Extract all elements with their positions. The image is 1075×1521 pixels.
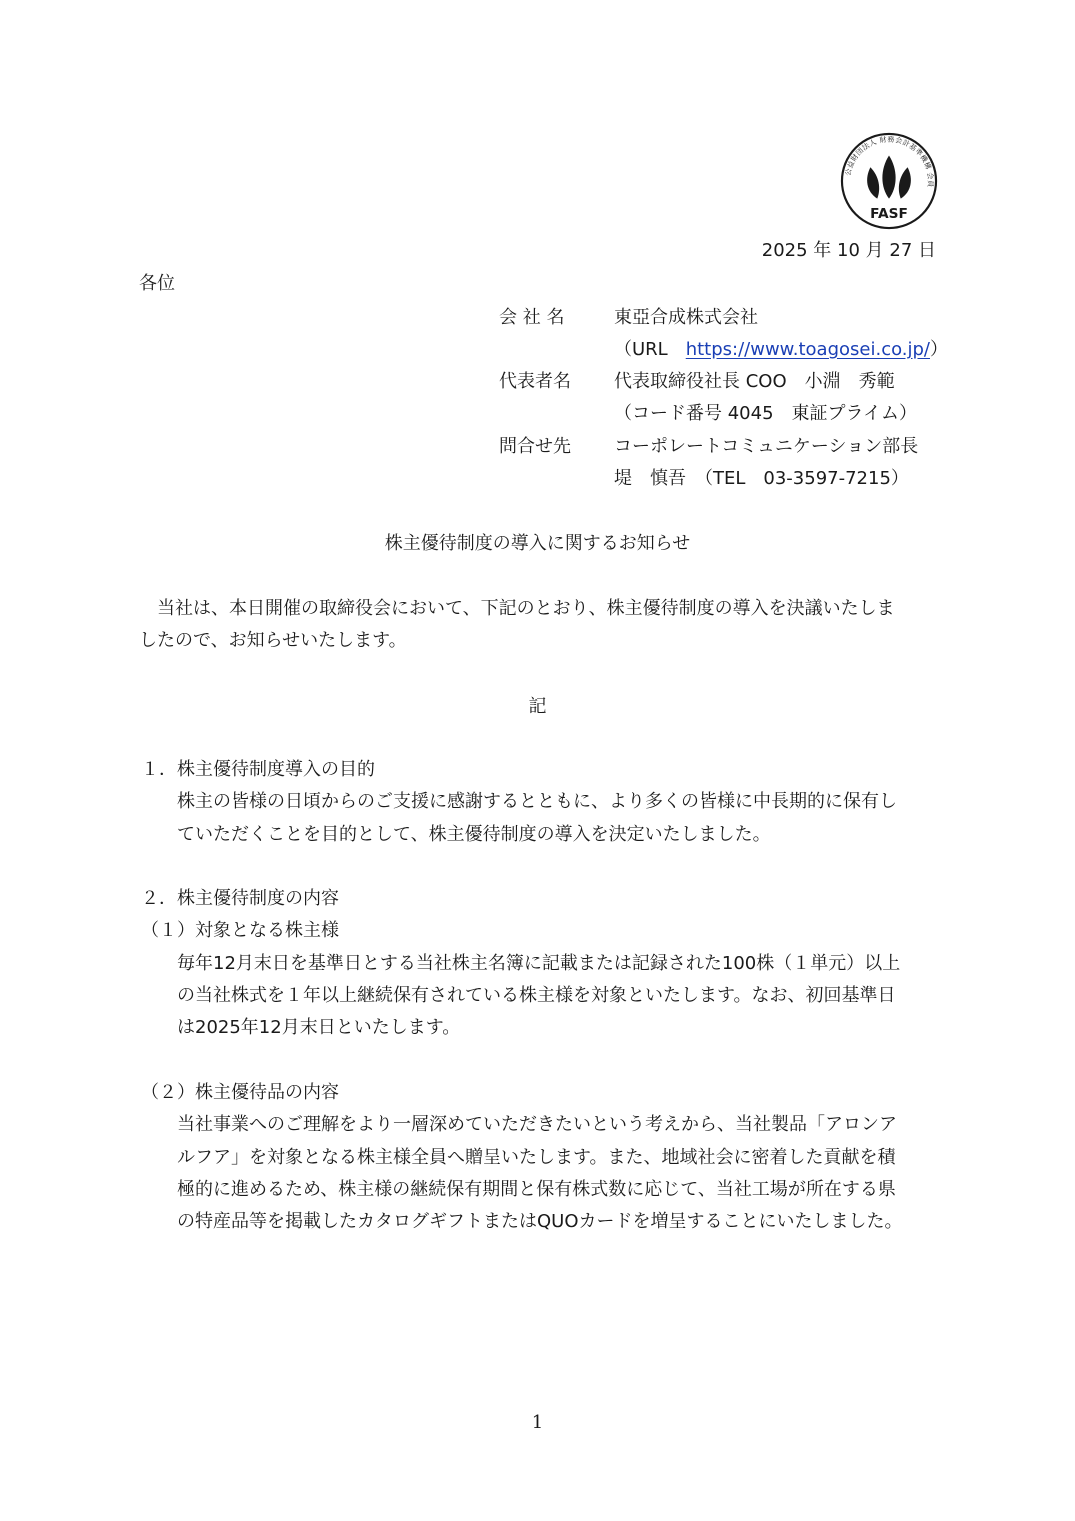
logo-ring-text: 公益財団法人 財務会計基準機構 会員 <box>843 134 936 188</box>
section-2-sub-2-line-2: ルフア」を対象となる株主様全員へ贈呈いたします。また、地域社会に密着した貢献を積 <box>177 1147 896 1168</box>
section-1-line-2: ていただくことを目的として、株主優待制度の導入を決定いたしました。 <box>177 824 771 845</box>
contact-label: 問合せ先 <box>499 436 571 457</box>
page-number: 1 <box>531 1412 544 1433</box>
contact-department: コーポレートコミュニケーション部長 <box>614 436 919 457</box>
url-suffix: ） <box>930 339 948 360</box>
section-2-sub-1-heading: （１）対象となる株主様 <box>141 920 339 941</box>
logo-mark-text: FASF <box>870 206 908 223</box>
url-prefix: （URL <box>614 339 686 360</box>
section-2-sub-2-line-3: 極的に進めるため、株主様の継続保有期間と保有株式数に応じて、当社工場が所在する県 <box>177 1179 896 1200</box>
section-2-sub-2-line-1: 当社事業へのご理解をより一層深めていただきたいという考えから、当社製品「アロンア <box>177 1114 897 1135</box>
addressee: 各位 <box>139 273 175 294</box>
company-name: 東亞合成株式会社 <box>614 307 758 328</box>
url-line <box>614 341 948 359</box>
document-title: 株主優待制度の導入に関するお知らせ <box>384 533 691 554</box>
stock-code-line: （コード番号 4045 東証プライム） <box>614 403 917 424</box>
document-date: 2025 年 10 月 27 日 <box>761 240 936 261</box>
section-2-heading: ２．株主優待制度の内容 <box>141 888 339 909</box>
section-2-sub-1-line-1: 毎年12月末日を基準日とする当社株主名簿に記載または記録された100株（１単元）以上 <box>177 953 901 974</box>
section-1-heading: １．株主優待制度導入の目的 <box>141 759 375 780</box>
section-2-sub-2-line-4: の特産品等を掲載したカタログギフトまたはQUOカードを増呈することにいたしました。 <box>177 1211 903 1232</box>
section-2-sub-1-line-2: の当社株式を１年以上継続保有されている株主様を対象といたします。なお、初回基準日 <box>177 985 896 1006</box>
representative-name: 代表取締役社長 COO 小淵 秀範 <box>614 371 895 392</box>
section-2-sub-2-heading: （２）株主優待品の内容 <box>141 1082 339 1103</box>
section-2-sub-1-line-3: は2025年12月末日といたします。 <box>177 1017 461 1038</box>
intro-line-2: したので、お知らせいたします。 <box>139 630 407 651</box>
ki-heading: 記 <box>528 696 547 717</box>
company-url-link[interactable]: https://www.toagosei.co.jp/ <box>685 339 930 360</box>
company-label: 会 社 名 <box>499 307 565 328</box>
fasf-logo-seal <box>840 132 938 230</box>
representative-label: 代表者名 <box>499 371 571 392</box>
contact-person: 堤 慎吾 （TEL 03-3597-7215） <box>614 468 909 489</box>
section-1-line-1: 株主の皆様の日頃からのご支援に感謝するとともに、より多くの皆様に中長期的に保有し <box>177 791 897 812</box>
intro-line-1: 当社は、本日開催の取締役会において、下記のとおり、株主優待制度の導入を決議いたしま <box>139 598 895 619</box>
